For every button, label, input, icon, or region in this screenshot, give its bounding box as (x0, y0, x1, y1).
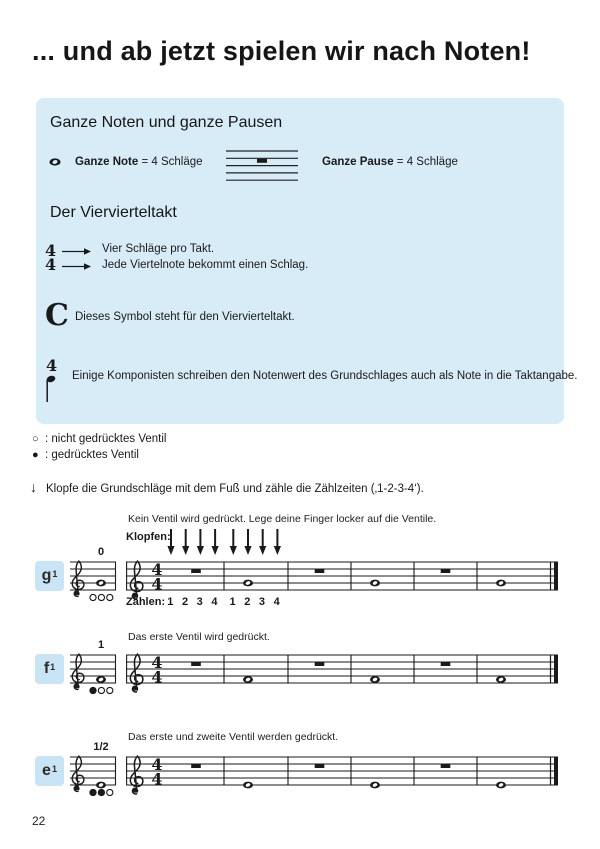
count: 1 (229, 596, 236, 608)
whole-rest-icon (191, 662, 201, 666)
pressed-valve-icon (98, 789, 104, 795)
treble-clef-icon (130, 561, 143, 599)
svg-text:4: 4 (151, 769, 163, 789)
timesig-bottom: 4 (45, 255, 57, 274)
counts-row (163, 596, 284, 608)
note-name-badge (35, 561, 64, 591)
common-time-text: Dieses Symbol steht für den Viervierteltakt. (75, 311, 295, 323)
open-valve-icon (98, 687, 104, 693)
page-title: ... und ab jetzt spielen wir nach Noten! (32, 36, 531, 66)
svg-text:4: 4 (151, 754, 163, 774)
klopfen-label: Klopfen: (126, 531, 171, 543)
fingering-staff (70, 638, 120, 700)
count: 4 (273, 596, 280, 608)
treble-clef-icon (72, 561, 84, 596)
open-valve-icon (107, 789, 113, 795)
pressed-valve-icon: ● (32, 449, 39, 461)
whole-note-suffix: = 4 Schläge (141, 156, 203, 168)
quarter-note-icon (40, 374, 60, 404)
timesig-line1: Vier Schläge pro Takt. (102, 243, 215, 255)
fingering-staff (70, 740, 120, 802)
whole-note-icon (47, 157, 63, 167)
whole-rest-staff (226, 150, 298, 184)
svg-text:4: 4 (151, 559, 163, 579)
whole-rest-icon (315, 764, 325, 768)
count: 3 (258, 596, 266, 608)
page-number: 22 (32, 814, 46, 828)
whole-note-icon (496, 580, 506, 587)
count: 4 (211, 596, 218, 608)
count: 2 (244, 596, 251, 608)
instruction-text: Klopfe die Grundschläge mit dem Fuß und zähle die Zählzeiten (‚1-2-3-4‘). (46, 483, 424, 495)
treble-clef-icon (130, 654, 143, 692)
whole-rest-icon (191, 764, 201, 768)
whole-note-icon (496, 782, 506, 789)
heading-meter: Der Viervierteltakt (50, 204, 177, 221)
exercise-caption: Das erste Ventil wird gedrückt. (128, 631, 270, 643)
common-time-icon: C (45, 298, 69, 333)
main-staff (126, 743, 560, 803)
note-name: g (41, 567, 52, 584)
whole-rest-icon (441, 662, 451, 666)
whole-rest-icon (257, 159, 267, 163)
treble-clef-icon (72, 654, 84, 689)
whole-rest-suffix: = 4 Schläge (396, 156, 458, 168)
fingering-staff (70, 545, 120, 607)
whole-note-label: Ganze Note (75, 156, 139, 168)
legend-pressed-valve (32, 449, 139, 461)
arrow-right-icon (62, 262, 92, 271)
down-arrow-icon: ↓ (30, 479, 37, 495)
legend-pressed-text: : gedrücktes Ventil (45, 449, 139, 461)
legend-open-valve (32, 433, 166, 445)
svg-text:4: 4 (151, 652, 163, 672)
count: 3 (196, 596, 203, 608)
exercise-caption: Das erste und zweite Ventil werden gedrückt. (128, 731, 339, 743)
note-octave: 1 (52, 569, 58, 579)
heading-whole-notes: Ganze Noten und ganze Pausen (50, 114, 283, 131)
instruction-line (30, 479, 424, 495)
whole-note-line (75, 156, 203, 168)
whole-note-icon (96, 580, 106, 587)
timesig-line2: Jede Viertelnote bekommt einen Schlag. (102, 259, 309, 271)
open-valve-icon (90, 594, 96, 600)
treble-clef-icon (130, 756, 143, 794)
count: 1 (167, 596, 174, 608)
note-name: e (42, 762, 51, 779)
note-name-badge (35, 756, 64, 786)
timesig-top: 4 (45, 241, 57, 260)
note-octave: 1 (50, 662, 56, 672)
legend-open-text: : nicht gedrücktes Ventil (45, 433, 167, 445)
svg-text:4: 4 (151, 574, 163, 594)
arrow-right-icon (62, 247, 92, 256)
whole-note-icon (496, 676, 506, 683)
svg-text:0: 0 (97, 546, 105, 558)
svg-text:4: 4 (151, 667, 163, 687)
open-valve-icon (107, 687, 113, 693)
whole-rest-icon (315, 662, 325, 666)
whole-rest-icon (315, 569, 325, 573)
whole-rest-icon (441, 569, 451, 573)
whole-note-icon (370, 676, 380, 683)
pressed-valve-icon (90, 687, 96, 693)
open-valve-icon (98, 594, 104, 600)
note-meter-text: Einige Komponisten schreiben den Notenwert des Grundschlages auch als Note in die Taktangabe. (72, 370, 578, 382)
whole-note-icon (96, 676, 106, 683)
open-valve-icon (107, 594, 113, 600)
svg-text:1/2: 1/2 (93, 741, 109, 753)
pressed-valve-icon (90, 789, 96, 795)
whole-rest-line (322, 156, 458, 168)
whole-rest-icon (191, 569, 201, 573)
whole-note-icon (243, 782, 253, 789)
treble-clef-icon (72, 756, 84, 791)
whole-note-icon (96, 782, 106, 789)
note-meter-number: 4 (46, 356, 58, 375)
whole-rest-icon (441, 764, 451, 768)
info-box (36, 98, 578, 424)
note-name-badge (35, 654, 64, 684)
whole-note-icon (243, 580, 253, 587)
zaehlen-label: Zählen: (126, 596, 166, 608)
count: 2 (181, 596, 189, 608)
svg-text:1: 1 (97, 639, 105, 651)
note-name: f (43, 660, 50, 677)
whole-note-icon (370, 782, 380, 789)
whole-rest-label: Ganze Pause (322, 156, 394, 168)
whole-note-icon (370, 580, 380, 587)
note-octave: 1 (51, 764, 57, 774)
exercise-caption: Kein Ventil wird gedrückt. Lege deine Finger locker auf die Ventile. (128, 513, 437, 525)
whole-note-icon (243, 676, 253, 683)
main-staff (126, 641, 560, 701)
open-valve-icon: ○ (32, 433, 39, 445)
